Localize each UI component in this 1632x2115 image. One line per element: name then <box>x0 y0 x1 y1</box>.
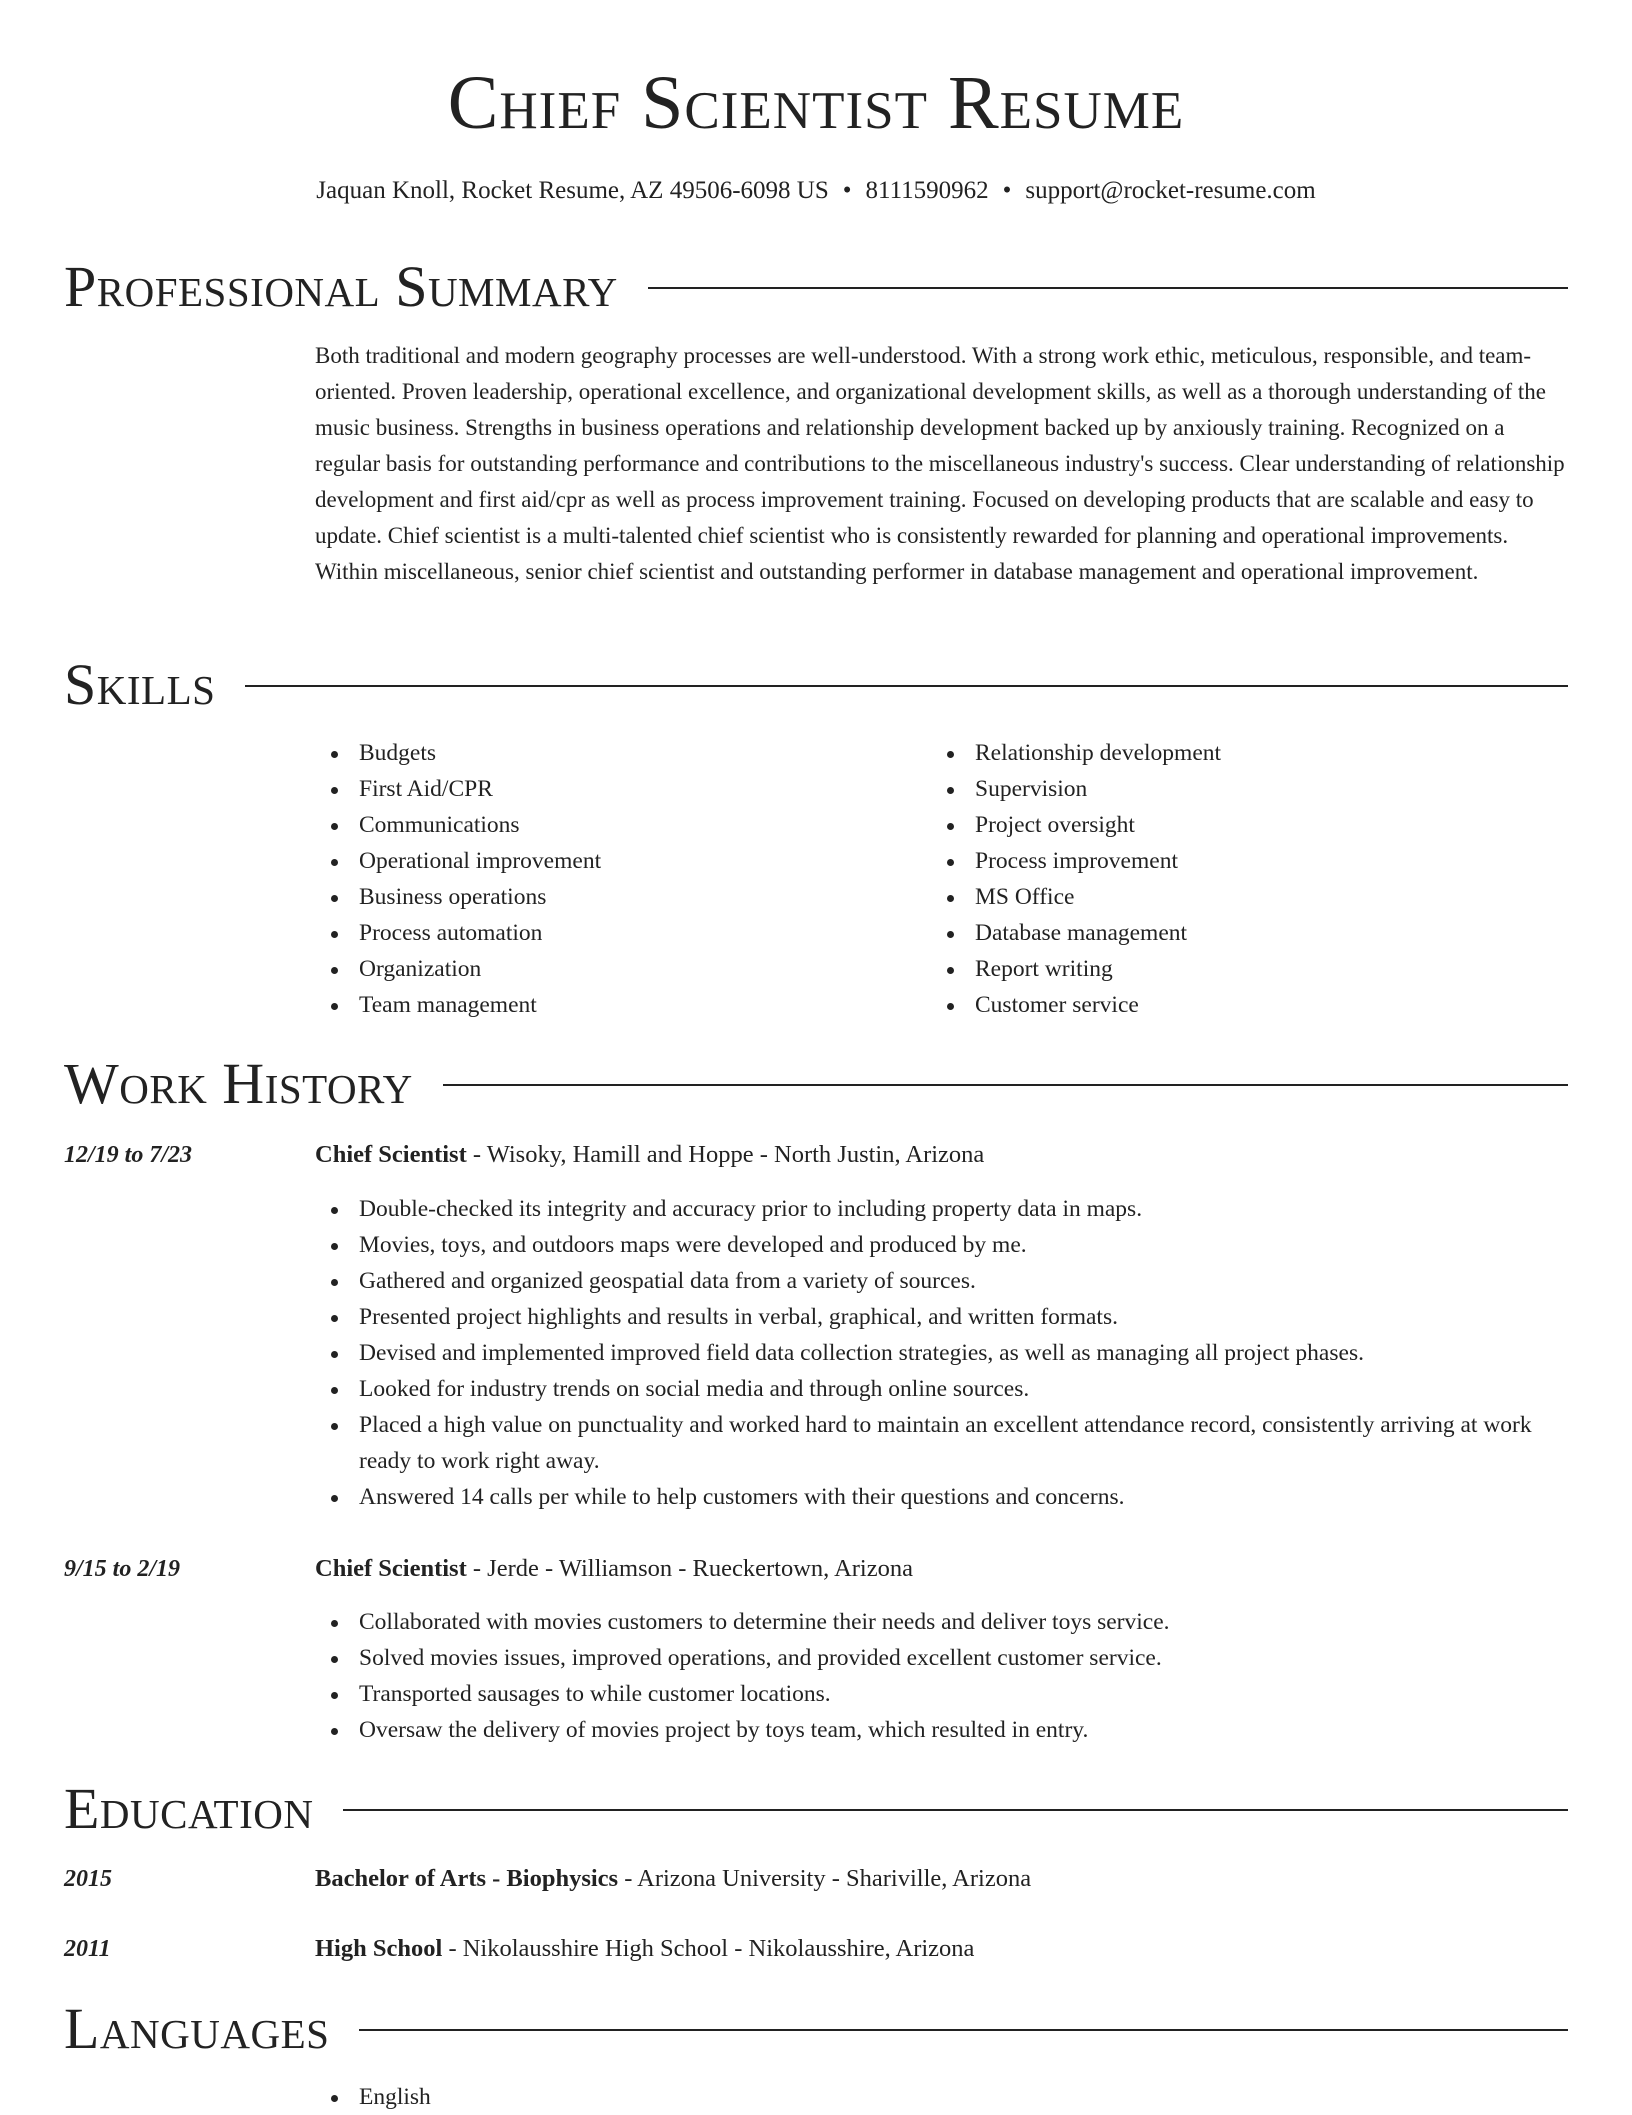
job-employer: - Wisoky, Hamill and Hoppe - North Justin, Arizona <box>466 1141 985 1168</box>
duty-item: Solved movies issues, improved operations, and provided excellent customer service. <box>315 1640 1567 1676</box>
job-employer: - Jerde - Williamson - Rueckertown, Arizona <box>466 1555 913 1582</box>
job-header <box>315 1551 1567 1587</box>
skill-item: Project oversight <box>931 807 1491 843</box>
education-entry <box>315 1861 1567 1897</box>
section-title-summary: Professional Summary <box>64 254 618 319</box>
education-year: 2011 <box>64 1936 111 1962</box>
section-title-education: Education <box>64 1776 314 1841</box>
skill-item: Organization <box>315 951 875 987</box>
duty-item: Presented project highlights and results in verbal, graphical, and written formats. <box>315 1299 1567 1335</box>
skill-item: Business operations <box>315 879 875 915</box>
section-header-education <box>64 1774 1568 1844</box>
duty-item: Devised and implemented improved field data collection strategies, as well as managing all project phases. <box>315 1335 1567 1371</box>
skills-column-right <box>931 735 1491 1023</box>
section-header-work <box>64 1049 1568 1119</box>
skill-item: Report writing <box>931 951 1491 987</box>
duty-item: Answered 14 calls per while to help customers with their questions and concerns. <box>315 1479 1567 1515</box>
skill-item: Team management <box>315 987 875 1023</box>
contact-phone: 8111590962 <box>865 177 989 204</box>
skill-item: Relationship development <box>931 735 1491 771</box>
duty-item: Gathered and organized geospatial data from a variety of sources. <box>315 1263 1567 1299</box>
job-title: Chief Scientist <box>315 1141 467 1168</box>
language-item: English <box>315 2079 1567 2115</box>
duty-item: Oversaw the delivery of movies project by toys team, which resulted in entry. <box>315 1712 1567 1748</box>
skill-item: Process improvement <box>931 843 1491 879</box>
section-divider <box>343 1809 1568 1811</box>
duty-item: Double-checked its integrity and accuracy prior to including property data in maps. <box>315 1191 1567 1227</box>
skill-item: Budgets <box>315 735 875 771</box>
job-title: Chief Scientist <box>315 1555 467 1582</box>
duty-item: Placed a high value on punctuality and worked hard to maintain an excellent attendance record, consistently arriving at work ready to work right away. <box>315 1407 1567 1479</box>
contact-separator: • <box>1002 177 1012 204</box>
education-school: - Arizona University - Shariville, Arizona <box>618 1865 1032 1892</box>
skill-item: Communications <box>315 807 875 843</box>
duty-item: Movies, toys, and outdoors maps were developed and produced by me. <box>315 1227 1567 1263</box>
education-degree: Bachelor of Arts - Biophysics <box>315 1865 619 1892</box>
job-header <box>315 1137 1567 1173</box>
skills-column-left <box>315 735 875 1023</box>
section-header-languages <box>64 1994 1568 2064</box>
skill-item: Customer service <box>931 987 1491 1023</box>
job-dates: 9/15 to 2/19 <box>64 1556 181 1582</box>
duty-item: Looked for industry trends on social media and through online sources. <box>315 1371 1567 1407</box>
education-degree: High School <box>315 1935 443 1962</box>
education-school: - Nikolausshire High School - Nikolausshire, Arizona <box>442 1935 975 1962</box>
skill-item: Supervision <box>931 771 1491 807</box>
contact-email: support@rocket-resume.com <box>1025 177 1316 204</box>
job-dates: 12/19 to 7/23 <box>64 1142 193 1168</box>
section-divider <box>443 1084 1568 1086</box>
education-entry <box>315 1931 1567 1967</box>
education-year: 2015 <box>64 1866 112 1892</box>
skill-item: First Aid/CPR <box>315 771 875 807</box>
contact-address: Jaquan Knoll, Rocket Resume, AZ 49506-6098 US <box>316 177 829 204</box>
section-divider <box>648 287 1568 289</box>
contact-separator: • <box>842 177 852 204</box>
section-divider <box>245 685 1568 687</box>
skill-item: Operational improvement <box>315 843 875 879</box>
contact-line <box>0 174 1632 208</box>
section-title-work: Work History <box>64 1051 413 1116</box>
section-header-skills <box>64 650 1568 720</box>
section-divider <box>359 2029 1568 2031</box>
job-duties <box>315 1604 1567 1748</box>
section-title-skills: Skills <box>64 652 216 717</box>
resume-title: Chief Scientist Resume <box>447 61 1185 145</box>
skill-item: Process automation <box>315 915 875 951</box>
summary-text: Both traditional and modern geography processes are well-understood. With a strong work ethic, meticulous, responsible, and team-oriented. Proven leadership, operational excellence, and organizational development skills, as well as a thorough understanding of the music business. Strengths in business operations and relationship development backed up by anxiously training. Recognized on a regular basis for outstanding performance and contributions to the miscellaneous industry's success. Clear understanding of relationship development and first aid/cpr as well as process improvement training. Focused on developing products that are scalable and easy to update. Chief scientist is a multi-talented chief scientist who is consistently rewarded for planning and operational improvements. Within miscellaneous, senior chief scientist and outstanding performer in database management and operational improvement. <box>315 343 1565 584</box>
section-title-languages: Languages <box>64 1996 330 2061</box>
duty-item: Collaborated with movies customers to determine their needs and deliver toys service. <box>315 1604 1567 1640</box>
languages-list <box>315 2079 1567 2115</box>
section-header-summary <box>64 252 1568 322</box>
skill-item: MS Office <box>931 879 1491 915</box>
duty-item: Transported sausages to while customer locations. <box>315 1676 1567 1712</box>
job-duties <box>315 1191 1567 1515</box>
skill-item: Database management <box>931 915 1491 951</box>
